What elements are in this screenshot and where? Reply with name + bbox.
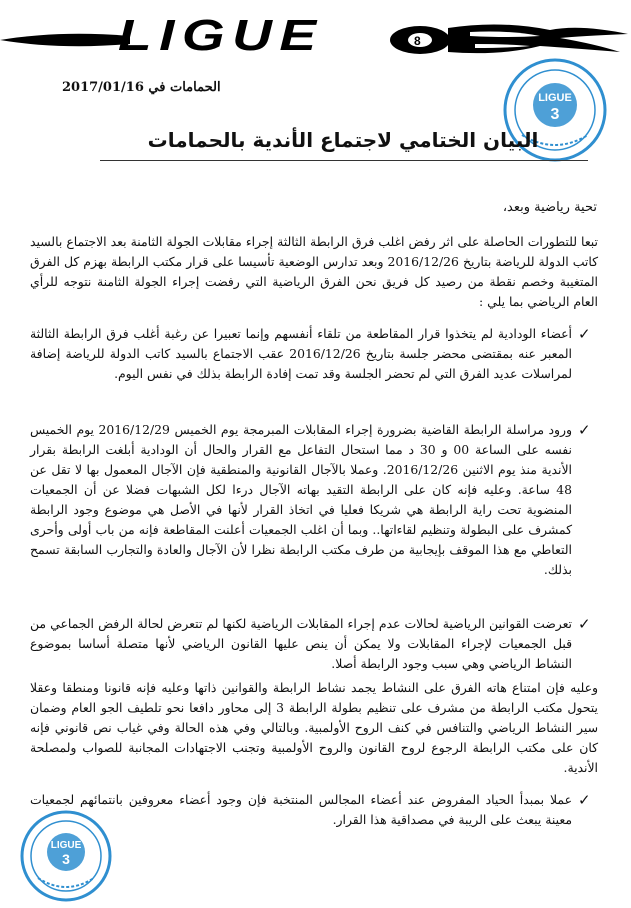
billiard-8-ball-icon — [380, 22, 630, 58]
stamp-bottom-word: LIGUE — [50, 840, 82, 851]
greeting: تحية رياضية وبعد، — [502, 200, 597, 215]
svg-text:8: 8 — [414, 34, 421, 48]
point-1: أعضاء الودادية لم يتخذوا قرار المقاطعة من تلقاء أنفسهم وإنما تعبيرا عن رغبة أغلب فرق الرابطة الثالثة المعبر عنه بمقتضى محضر جلسة بتاريخ 2016/12/26 عقب الاجتماع بالسيد كاتب الدولة للرياضة إضافة لمراسلات عديد الفرق التي لم تحضر الجلسة وقد تمت إفادة الرابطة بذلك في نفس اليوم. — [30, 326, 572, 381]
document-title: البيان الختامي لاجتماع الأندية بالحمامات — [147, 128, 539, 152]
point-4: عملا بمبدأ الحياد المفروض عند أعضاء المجالس المنتخبة فإن وجود أعضاء معروفين بانتمائهم لجمعيات معينة يبعث على الريبة في مصداقية هذا القرار. — [30, 792, 572, 827]
stamp-top-number: 3 — [550, 106, 560, 123]
league-stamp-bottom — [18, 808, 114, 904]
check-mark-icon: ✓ — [578, 325, 591, 343]
point-2: ورود مراسلة الرابطة القاضية بضرورة إجراء المقابلات المبرمجة يوم الخميس 2016/12/29 يوم الخميس نفسه على الساعة 00 و 30 د مما استحال التفاعل مع القرار والحال أن الودادية أبلغت الرابطة بقرار الأندية منذ يوم الاثنين 2016/12/26. وعملا بالآجال القانونية والمنطقية فإن الآجال المعمول بها لا تقل عن 48 ساعة. وعليه فإنه كان على الرابطة التقيد بهاته الآجال درءا لكل الشبهات فضلا عن أن الجمعيات المنضوية تحت راية الرابطة هي شريكا فعليا في اتخاذ القرار لأنها في الأصل هي موضوع وجود الرابطة كمشرف على البطولة وتنظيم لقاءاتها.. وبما أن اغلب الجمعيات أعلنت المقاطعة فإنه من باب أولى وأحرى التعاطي مع هذا الموقف بإيجابية من طرف مكتب الرابطة نظرا لأن الآجال والعادة والتجارب السابقة تسمح بذلك. — [30, 422, 572, 577]
point-3: تعرضت القوانين الرياضية لحالات عدم إجراء المقابلات الرياضية لكنها لم تتعرض لحالة الرفض الجماعي من قبل الجمعيات لإجراء المقابلات ولا يمكن أن ينص عليها القانون الرياضي لأنها متصلة أساسا بموضوع النشاط الرياضي وهي سبب وجود الرابطة أصلا. — [30, 616, 572, 671]
check-mark-icon: ✓ — [578, 421, 591, 439]
document-date: الحمامات في 2017/01/16 — [62, 80, 221, 95]
check-mark-icon: ✓ — [578, 791, 591, 809]
intro-paragraph: تبعا للتطورات الحاصلة على اثر رفض اغلب فرق الرابطة الثالثة إجراء مقابلات الجولة الثامنة بعد الاجتماع بالسيد كاتب الدولة للرياضة بتاريخ 2016/12/26 وبعد تدارس الوضعية تأسيسا على قرار مكتب الرابطة بهزم كل الفرق المتغيبة وخصم نقطة من رصيد كل فريق نحن الفرق الرياضية التي رفضت إجراء الجولة الثامنة نتوجه للرأي العام الرياضي بما يلي : — [30, 234, 598, 309]
conclusion-paragraph: وعليه فإن امتناع هاته الفرق على النشاط يجمد نشاط الرابطة والقوانين ذاتها وعليه فإنه قانونا ومنطقا وعقلا يتحول مكتب الرابطة من مشرف على تنظيم بطولة الرابطة 3 إلى محاور دافعا نحو تلطيف الجو العام وضمان سير النشاط الرياضي والتنافس في كنف الروح الأولمبية. وبالتالي وفي هذه الحالة وفي غياب نص قانوني فإنه كان على مكتب الرابطة الرجوع لروح القانون والروح الأولمبية وتجنب الاجتهادات المجانبة للصواب ولمصلحة الأندية. — [30, 680, 598, 775]
title-underline — [100, 160, 588, 161]
stamp-bottom-number: 3 — [62, 851, 70, 867]
check-mark-icon: ✓ — [578, 615, 591, 633]
stamp-top-word: LIGUE — [538, 92, 572, 104]
header-logo-word: LIGUE — [118, 11, 324, 60]
